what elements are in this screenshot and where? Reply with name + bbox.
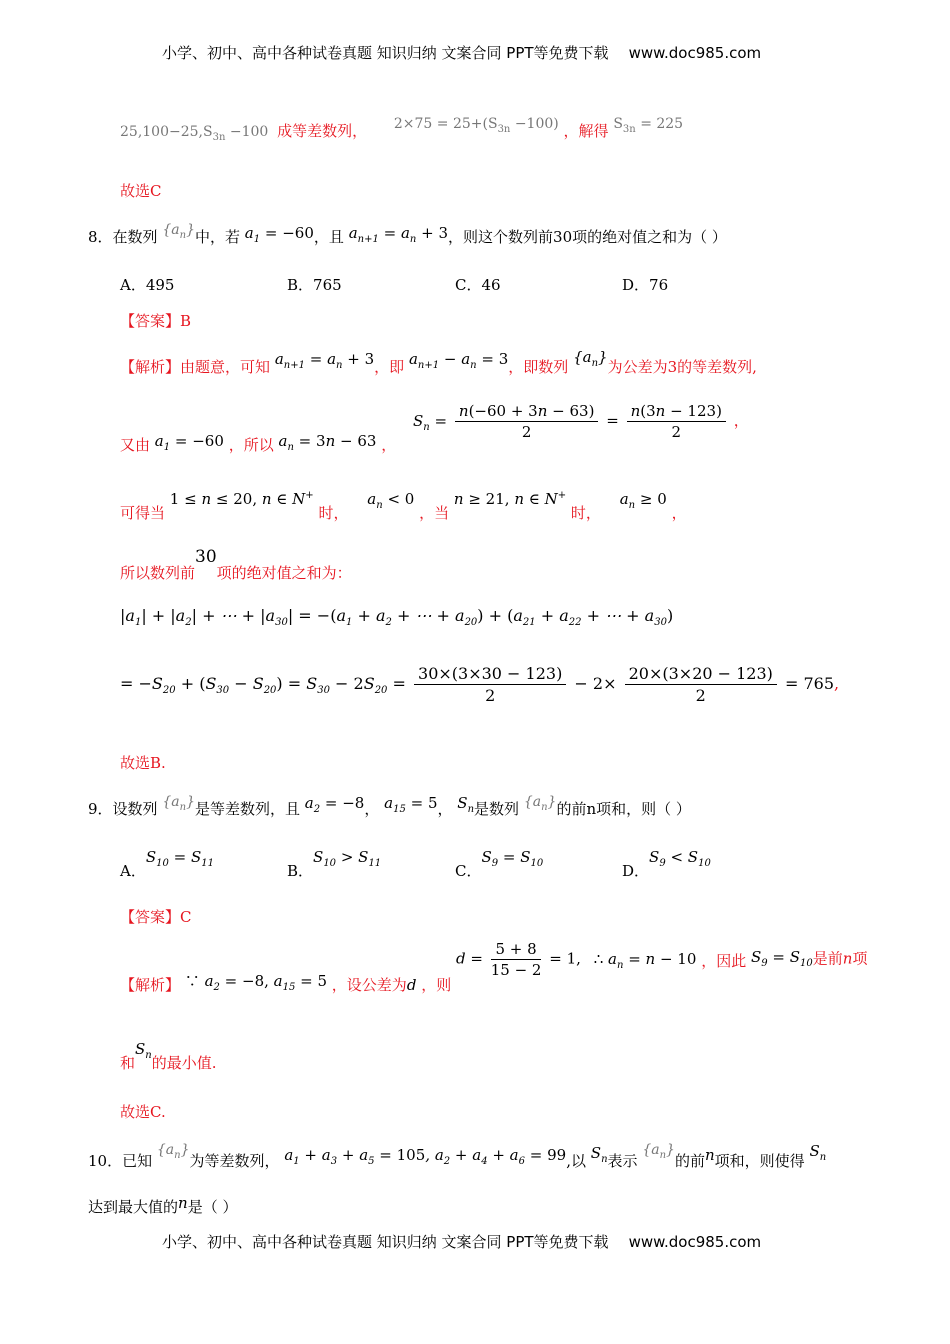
- q8-sum-computation: = $-S_{20} + (S_{30} - S_{20}) = S_{30} - 2S_{20}$ = $\frac{30\times(3\times 30 - 123)}{2}$ − 2× $\frac{20\times(3\times 20 - 123)}{2}$ = 765,: [120, 664, 840, 705]
- header-text: 小学、初中、高中各种试卷真题 知识归纳 文案合同 PPT等免费下载: [162, 44, 609, 62]
- q9-option-c[interactable]: C．$S_9 = S_{10}$: [455, 848, 544, 880]
- q8-analysis-line1: 【解析】由题意，可知 $a_{n+1} = a_n + 3$，即 $a_{n+1} - a_n = 3$，即数列 $\{a_n\}$为公差为3的等差数列,: [120, 348, 757, 376]
- q9-answer: 【答案】C: [120, 908, 192, 926]
- q7-conclusion: 故选C: [120, 182, 162, 200]
- q8-option-d[interactable]: D．76: [622, 276, 669, 294]
- q10-number: 10．: [88, 1152, 123, 1170]
- q8-analysis-line4: 所以数列前30项的绝对值之和为：: [120, 547, 352, 582]
- q8-analysis-line3: 可得当 1 ≤ n ≤ 20, n ∈ N+ 时， $a_n < 0$ ，当 n ≥ 21, n ∈ N+ 时， $a_n \ge 0$ ，: [120, 490, 687, 522]
- page-header: [162, 42, 761, 63]
- q10-stem-line2: 达到最大值的n是（ ）: [88, 1194, 238, 1216]
- q9-conclusion: 故选C.: [120, 1103, 166, 1121]
- q8-option-a[interactable]: A．495: [120, 276, 175, 294]
- q8-analysis-line2: 又由 $a_1 = -60$ ，所以 $a_n = 3n - 63$ ， $S_n$ = $\frac{n(-60 + 3n - 63)}{2}$ = $\frac{n(3n - 123)}{2}$ ，: [120, 402, 749, 454]
- q7-result: $S_{3n} = 225$: [613, 116, 684, 135]
- q7-line1: [120, 116, 684, 143]
- q8-option-b[interactable]: B．765: [287, 276, 342, 294]
- q8-answer: 【答案】B: [120, 312, 192, 330]
- q8-number: 8．: [88, 228, 113, 246]
- q7-terms: $25,100-25,S_{3n} -100$: [120, 124, 269, 143]
- q9-option-d[interactable]: D．$S_9 < S_{10}$: [622, 848, 711, 880]
- page-footer: [162, 1231, 761, 1252]
- q9-analysis-line1: 【解析】 ∵ $a_2 = -8$, $a_{15} = 5$ ，设公差为d ，则 d = $\frac{5 + 8}{15 - 2}$ = 1, ∴ $a_n = n - 10$ ，因此 $S_9 = S_{10}$是前n项: [120, 940, 868, 994]
- footer-text: 小学、初中、高中各种试卷真题 知识归纳 文案合同 PPT等免费下载: [162, 1233, 609, 1251]
- q7-mid-text: 成等差数列，: [277, 122, 368, 140]
- q10-stem: 10．已知 $\{a_n\}$为等差数列， $a_1 + a_3 + a_5 = 105$, $a_2 + a_4 + a_6 = 99$,以 $S_n$表示 $\{a_n\}$的前n项和，则使得 $S_n$: [88, 1142, 827, 1170]
- q8-conclusion: 故选B.: [120, 754, 166, 772]
- q8-stem: 8．在数列 $\{a_n\}$中，若 $a_1 = -60$，且 $a_{n+1} = a_n + 3$，则这个数列前30项的绝对值之和为（ ）: [88, 222, 727, 246]
- header-url[interactable]: www.doc985.com: [628, 44, 762, 62]
- q8-abs-sum-formula: $|a_1| + |a_2|$ + ⋯ + $|a_{30}| = -(a_1 + a_2$ + ⋯ + $a_{20}) + (a_{21} + a_{22}$ + ⋯ + $a_{30}$): [120, 606, 674, 629]
- q9-number: 9．: [88, 800, 113, 818]
- q9-stem: 9．设数列 $\{a_n\}$是等差数列，且 $a_2 = -8$， $a_{15} = 5$， $S_n$是数列 $\{a_n\}$的前n项和，则（ ）: [88, 794, 691, 818]
- q9-analysis-line2: 和$S_n$的最小值.: [120, 1040, 217, 1072]
- q7-equation: $2\times 75 = 25+(S_{3n} -100)$: [393, 116, 559, 135]
- q7-solve-text: ，解得: [563, 122, 609, 140]
- q8-option-c[interactable]: C．46: [455, 276, 501, 294]
- q9-option-b[interactable]: B．$S_{10} > S_{11}$: [287, 848, 382, 880]
- q9-option-a[interactable]: A．$S_{10} = S_{11}$: [120, 848, 214, 880]
- footer-url[interactable]: www.doc985.com: [628, 1233, 762, 1251]
